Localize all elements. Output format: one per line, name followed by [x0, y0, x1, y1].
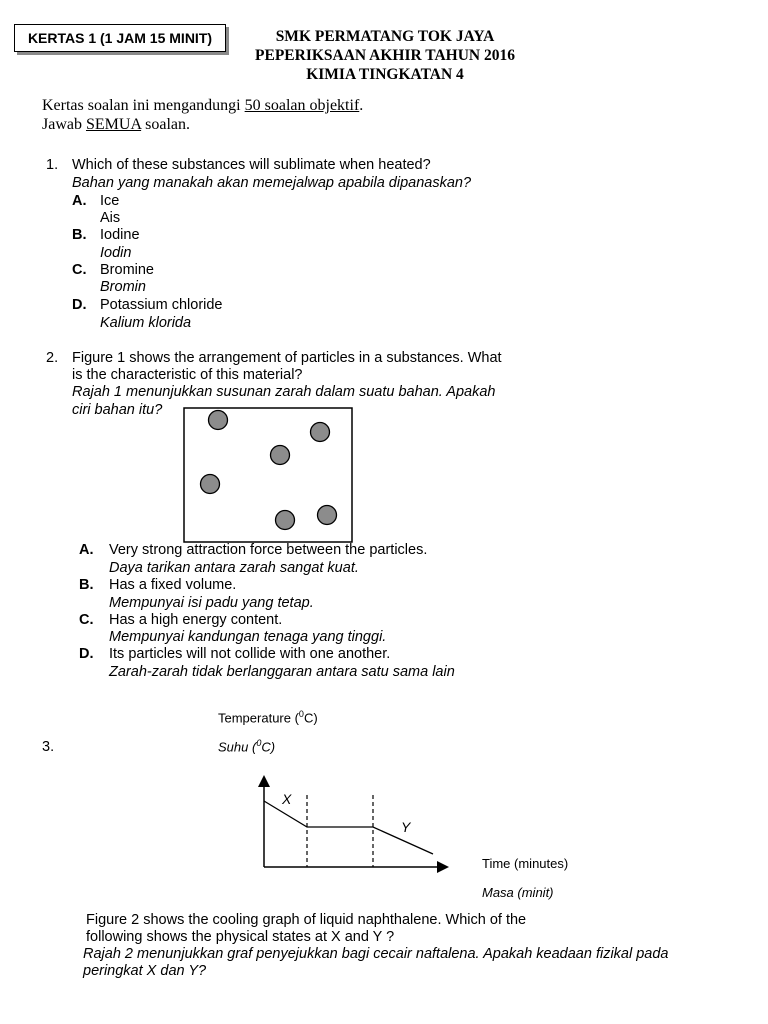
intro-line-1: Kertas soalan ini mengandungi 50 soalan objektif. — [42, 97, 364, 114]
q2-option-c-letter: C. — [79, 612, 94, 628]
q3-text-en-1: Figure 2 shows the cooling graph of liquid naphthalene. Which of the — [86, 912, 527, 928]
q1-option-c-en: Bromine — [100, 262, 154, 278]
figure-2-cooling-graph — [255, 775, 455, 875]
q2-option-c-ms: Mempunyai kandungan tenaga yang tinggi. — [109, 629, 387, 645]
q3-number: 3. — [42, 739, 55, 755]
q1-number: 1. — [46, 157, 59, 173]
q3-text-en-2: following shows the physical states at X and Y ? — [86, 929, 395, 945]
q1-option-a-ms: Ais — [100, 210, 121, 226]
exam-title: PEPERIKSAAN AKHIR TAHUN 2016 — [255, 47, 515, 64]
q1-option-a-en: Ice — [100, 193, 120, 209]
particle — [318, 506, 337, 525]
q2-option-a-letter: A. — [79, 542, 94, 558]
q2-text-en-1: Figure 1 shows the arrangement of particles in a substances. What — [72, 350, 502, 366]
q3-x-label-en: Time (minutes) — [482, 856, 569, 871]
q2-option-b-en: Has a fixed volume. — [109, 577, 237, 593]
school-name: SMK PERMATANG TOK JAYA — [275, 28, 495, 45]
particle — [209, 411, 228, 430]
q2-text-ms-1: Rajah 1 menunjukkan susunan zarah dalam suatu bahan. Apakah — [72, 384, 496, 400]
q3-y-label-ms: Suhu ($^0$C) — [218, 738, 276, 755]
q2-option-d-en: Its particles will not collide with one another. — [109, 646, 391, 662]
figure-1-particles — [182, 405, 354, 545]
subject-title: KIMIA TINGKATAN 4 — [306, 66, 464, 83]
q2-option-a-en: Very strong attraction force between the particles. — [109, 542, 428, 558]
q2-option-b-ms: Mempunyai isi padu yang tetap. — [109, 595, 314, 611]
particle — [201, 475, 220, 494]
q3-text-ms-2: peringkat X dan Y? — [83, 963, 207, 979]
point-x-label: X — [282, 791, 292, 807]
q2-text-en-2: is the characteristic of this material? — [72, 367, 303, 383]
q1-text-ms: Bahan yang manakah akan memejalwap apabila dipanaskan? — [72, 175, 472, 191]
q2-number: 2. — [46, 350, 59, 366]
q2-option-d-letter: D. — [79, 646, 94, 662]
q1-option-c-ms: Bromin — [100, 279, 146, 295]
q2-option-b-letter: B. — [79, 577, 94, 593]
q1-option-c-letter: C. — [72, 262, 87, 278]
q2-option-d-ms: Zarah-zarah tidak berlanggaran antara satu sama lain — [109, 664, 455, 680]
q1-option-d-ms: Kalium klorida — [100, 315, 192, 331]
q1-option-d-en: Potassium chloride — [100, 297, 223, 313]
paper-label: KERTAS 1 (1 JAM 15 MINIT) — [14, 24, 226, 52]
q1-text-en: Which of these substances will sublimate when heated? — [72, 157, 431, 173]
q1-option-b-letter: B. — [72, 227, 87, 243]
q1-option-d-letter: D. — [72, 297, 87, 313]
q2-text-ms-2: ciri bahan itu? — [72, 402, 163, 418]
q3-text-ms-1: Rajah 2 menunjukkan graf penyejukkan bagi cecair naftalena. Apakah keadaan fizikal pada — [83, 946, 669, 962]
particle — [311, 423, 330, 442]
particle — [271, 446, 290, 465]
q1-option-b-en: Iodine — [100, 227, 140, 243]
point-y-label: Y — [401, 819, 411, 835]
q2-option-c-en: Has a high energy content. — [109, 612, 283, 628]
q1-option-b-ms: Iodin — [100, 245, 132, 261]
q2-option-a-ms: Daya tarikan antara zarah sangat kuat. — [109, 560, 359, 576]
particle — [276, 511, 295, 530]
q1-option-a-letter: A. — [72, 193, 87, 209]
q3-x-label-ms: Masa (minit) — [482, 885, 554, 900]
q3-y-label-en: Temperature ($^0$C) — [218, 709, 318, 726]
intro-line-2: Jawab SEMUA soalan. — [42, 116, 190, 133]
